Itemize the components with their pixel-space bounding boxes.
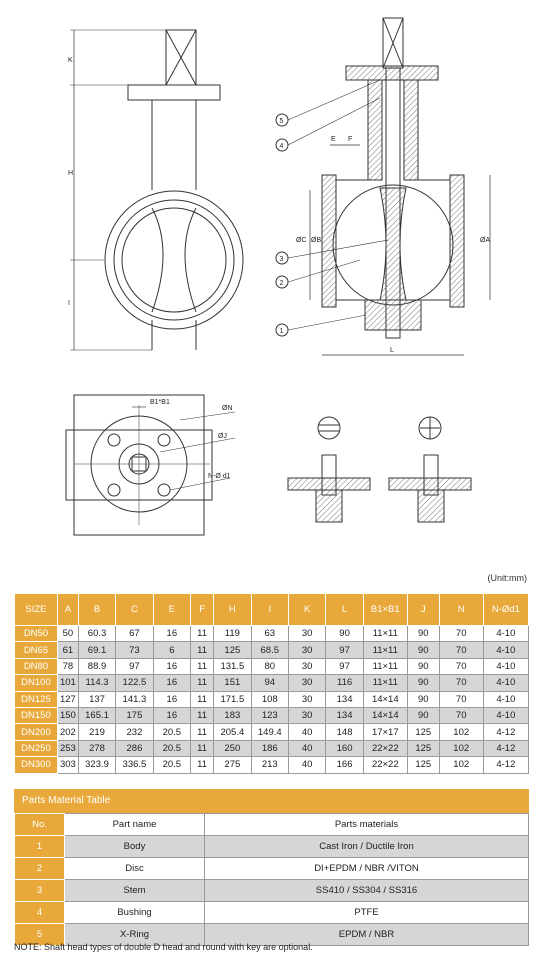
table-cell: 171.5 xyxy=(214,691,251,707)
size-cell: DN150 xyxy=(15,707,58,723)
column-header: E xyxy=(153,594,190,626)
part-number-cell: 4 xyxy=(15,902,65,924)
table-cell: 11×11 xyxy=(363,642,407,658)
dim-label: ØC xyxy=(296,237,307,244)
part-material-cell: EPDM / NBR xyxy=(205,924,529,946)
table-cell: 70 xyxy=(439,707,483,723)
table-cell: 30 xyxy=(288,642,325,658)
size-cell: DN50 xyxy=(15,626,58,642)
table-cell: 125 xyxy=(407,724,439,740)
material-table-body xyxy=(15,836,529,946)
part-material-cell: SS410 / SS304 / SS316 xyxy=(205,880,529,902)
table-cell: 11×11 xyxy=(363,626,407,642)
table-row xyxy=(15,691,529,707)
table-cell: 125 xyxy=(407,757,439,773)
table-cell: 63 xyxy=(251,626,288,642)
dim-label: B1*B1 xyxy=(150,399,170,406)
dim-label: H xyxy=(68,170,74,177)
table-row xyxy=(15,880,529,902)
table-cell: 40 xyxy=(288,740,325,756)
table-row xyxy=(15,757,529,773)
table-cell: 14×14 xyxy=(363,691,407,707)
table-cell: 30 xyxy=(288,691,325,707)
table-cell: 69.1 xyxy=(78,642,115,658)
material-table xyxy=(14,813,529,946)
table-cell: 102 xyxy=(439,724,483,740)
table-cell: 20.5 xyxy=(153,740,190,756)
callout-number: 4 xyxy=(279,143,284,150)
table-cell: 119 xyxy=(214,626,251,642)
material-header-row xyxy=(15,814,529,836)
table-cell: 134 xyxy=(326,691,363,707)
section-view xyxy=(276,18,490,355)
table-cell: 17×17 xyxy=(363,724,407,740)
table-cell: 275 xyxy=(214,757,251,773)
table-cell: 70 xyxy=(439,675,483,691)
column-header: N-Ød1 xyxy=(483,594,528,626)
dimension-table xyxy=(14,593,529,774)
callout-number: 1 xyxy=(279,328,284,335)
dim-label: ØN xyxy=(222,405,233,412)
table-cell: 127 xyxy=(57,691,78,707)
front-view xyxy=(70,30,243,350)
table-cell: 101 xyxy=(57,675,78,691)
table-cell: 97 xyxy=(326,658,363,674)
table-cell: 175 xyxy=(116,707,153,723)
part-material-cell: DI+EPDM / NBR /VITON xyxy=(205,858,529,880)
column-header: I xyxy=(251,594,288,626)
table-cell: 4-10 xyxy=(483,626,528,642)
part-number-cell: 5 xyxy=(15,924,65,946)
part-name-cell: Disc xyxy=(65,858,205,880)
table-cell: 134 xyxy=(326,707,363,723)
table-cell: 160 xyxy=(326,740,363,756)
table-cell: 336.5 xyxy=(116,757,153,773)
table-cell: 16 xyxy=(153,658,190,674)
dim-label: I xyxy=(68,300,70,307)
table-cell: 219 xyxy=(78,724,115,740)
table-cell: 11 xyxy=(191,724,214,740)
table-cell: 6 xyxy=(153,642,190,658)
table-cell: 250 xyxy=(214,740,251,756)
table-cell: 183 xyxy=(214,707,251,723)
part-material-cell: Cast Iron / Ductile Iron xyxy=(205,836,529,858)
unit-label: (Unit:mm) xyxy=(487,573,527,583)
table-cell: 14×14 xyxy=(363,707,407,723)
table-cell: 50 xyxy=(57,626,78,642)
column-header: Parts materials xyxy=(205,814,529,836)
table-cell: 30 xyxy=(288,626,325,642)
size-cell: DN80 xyxy=(15,658,58,674)
column-header: B1×B1 xyxy=(363,594,407,626)
table-cell: 97 xyxy=(326,642,363,658)
table-cell: 4-10 xyxy=(483,707,528,723)
table-cell: 11 xyxy=(191,626,214,642)
table-row xyxy=(15,724,529,740)
table-cell: 4-12 xyxy=(483,757,528,773)
table-cell: 61 xyxy=(57,642,78,658)
dim-label: N-Ø d1 xyxy=(208,473,231,480)
table-cell: 4-10 xyxy=(483,691,528,707)
size-cell: DN300 xyxy=(15,757,58,773)
size-cell: DN100 xyxy=(15,675,58,691)
table-cell: 94 xyxy=(251,675,288,691)
dim-label: ØA xyxy=(480,237,491,244)
table-cell: 150 xyxy=(57,707,78,723)
table-cell: 213 xyxy=(251,757,288,773)
table-cell: 11 xyxy=(191,707,214,723)
table-cell: 80 xyxy=(251,658,288,674)
table-cell: 4-12 xyxy=(483,740,528,756)
table-cell: 4-10 xyxy=(483,675,528,691)
column-header: H xyxy=(214,594,251,626)
table-cell: 22×22 xyxy=(363,740,407,756)
table-cell: 232 xyxy=(116,724,153,740)
table-cell: 122.5 xyxy=(116,675,153,691)
table-cell: 40 xyxy=(288,724,325,740)
table-cell: 11 xyxy=(191,675,214,691)
table-cell: 70 xyxy=(439,691,483,707)
table-cell: 70 xyxy=(439,658,483,674)
table-cell: 60.3 xyxy=(78,626,115,642)
table-cell: 70 xyxy=(439,626,483,642)
table-cell: 70 xyxy=(439,642,483,658)
column-header: B xyxy=(78,594,115,626)
table-row xyxy=(15,902,529,924)
part-name-cell: Body xyxy=(65,836,205,858)
table-cell: 11×11 xyxy=(363,675,407,691)
table-cell: 166 xyxy=(326,757,363,773)
column-header: C xyxy=(116,594,153,626)
table-cell: 68.5 xyxy=(251,642,288,658)
table-cell: 30 xyxy=(288,707,325,723)
table-cell: 108 xyxy=(251,691,288,707)
table-row xyxy=(15,740,529,756)
table-cell: 253 xyxy=(57,740,78,756)
part-name-cell: X-Ring xyxy=(65,924,205,946)
table-cell: 40 xyxy=(288,757,325,773)
table-cell: 141.3 xyxy=(116,691,153,707)
size-cell: DN250 xyxy=(15,740,58,756)
table-row xyxy=(15,707,529,723)
dim-label: L xyxy=(390,347,394,354)
table-cell: 11 xyxy=(191,658,214,674)
table-cell: 148 xyxy=(326,724,363,740)
table-cell: 73 xyxy=(116,642,153,658)
part-material-cell: PTFE xyxy=(205,902,529,924)
table-cell: 78 xyxy=(57,658,78,674)
size-cell: DN125 xyxy=(15,691,58,707)
table-cell: 278 xyxy=(78,740,115,756)
table-row xyxy=(15,642,529,658)
part-number-cell: 3 xyxy=(15,880,65,902)
material-table-caption: Parts Material Table xyxy=(14,789,529,813)
dim-label: E xyxy=(331,136,336,143)
table-cell: 125 xyxy=(214,642,251,658)
table-cell: 131.5 xyxy=(214,658,251,674)
table-cell: 202 xyxy=(57,724,78,740)
table-cell: 90 xyxy=(407,626,439,642)
column-header: J xyxy=(407,594,439,626)
table-cell: 11 xyxy=(191,691,214,707)
table-cell: 137 xyxy=(78,691,115,707)
table-cell: 88.9 xyxy=(78,658,115,674)
dim-label: F xyxy=(348,136,353,143)
part-name-cell: Stem xyxy=(65,880,205,902)
size-cell: DN200 xyxy=(15,724,58,740)
table-cell: 102 xyxy=(439,757,483,773)
table-cell: 20.5 xyxy=(153,724,190,740)
table-cell: 97 xyxy=(116,658,153,674)
dim-label: K xyxy=(68,57,73,64)
column-header: F xyxy=(191,594,214,626)
table-cell: 16 xyxy=(153,675,190,691)
table-cell: 4-10 xyxy=(483,642,528,658)
table-cell: 11 xyxy=(191,740,214,756)
column-header: Part name xyxy=(65,814,205,836)
table-cell: 151 xyxy=(214,675,251,691)
table-cell: 20.5 xyxy=(153,757,190,773)
dimension-table-body xyxy=(15,626,529,774)
callout-number: 3 xyxy=(279,256,284,263)
table-row xyxy=(15,836,529,858)
column-header: SIZE xyxy=(15,594,58,626)
table-cell: 303 xyxy=(57,757,78,773)
table-row xyxy=(15,658,529,674)
table-row xyxy=(15,626,529,642)
dim-label: ØJ xyxy=(218,433,227,440)
table-cell: 125 xyxy=(407,740,439,756)
column-header: K xyxy=(288,594,325,626)
table-cell: 90 xyxy=(407,707,439,723)
table-cell: 116 xyxy=(326,675,363,691)
shaft-head-views xyxy=(288,417,471,522)
table-cell: 16 xyxy=(153,626,190,642)
column-header: No. xyxy=(15,814,65,836)
table-row xyxy=(15,675,529,691)
table-cell: 90 xyxy=(407,675,439,691)
table-cell: 4-12 xyxy=(483,724,528,740)
table-cell: 11×11 xyxy=(363,658,407,674)
top-view xyxy=(66,395,235,535)
table-cell: 90 xyxy=(407,642,439,658)
column-header: L xyxy=(326,594,363,626)
table-cell: 30 xyxy=(288,658,325,674)
table-cell: 90 xyxy=(407,658,439,674)
dim-label: ØB xyxy=(311,237,322,244)
table-cell: 323.9 xyxy=(78,757,115,773)
note-text: NOTE: Shaft head types of double D head and round with key are optional. xyxy=(14,942,313,952)
table-cell: 205.4 xyxy=(214,724,251,740)
table-cell: 186 xyxy=(251,740,288,756)
callout-number: 2 xyxy=(279,280,284,287)
table-cell: 90 xyxy=(326,626,363,642)
table-cell: 165.1 xyxy=(78,707,115,723)
table-cell: 90 xyxy=(407,691,439,707)
table-cell: 11 xyxy=(191,757,214,773)
table-cell: 16 xyxy=(153,707,190,723)
table-cell: 102 xyxy=(439,740,483,756)
table-cell: 67 xyxy=(116,626,153,642)
table-cell: 4-10 xyxy=(483,658,528,674)
part-number-cell: 1 xyxy=(15,836,65,858)
part-number-cell: 2 xyxy=(15,858,65,880)
dimension-header-row xyxy=(15,594,529,626)
table-cell: 22×22 xyxy=(363,757,407,773)
part-name-cell: Bushing xyxy=(65,902,205,924)
table-cell: 114.3 xyxy=(78,675,115,691)
callout-number: 5 xyxy=(279,118,284,125)
table-cell: 123 xyxy=(251,707,288,723)
size-cell: DN65 xyxy=(15,642,58,658)
table-cell: 286 xyxy=(116,740,153,756)
table-cell: 11 xyxy=(191,642,214,658)
column-header: N xyxy=(439,594,483,626)
table-cell: 30 xyxy=(288,675,325,691)
table-cell: 149.4 xyxy=(251,724,288,740)
column-header: A xyxy=(57,594,78,626)
table-cell: 16 xyxy=(153,691,190,707)
material-table-section xyxy=(14,789,529,946)
table-row xyxy=(15,858,529,880)
